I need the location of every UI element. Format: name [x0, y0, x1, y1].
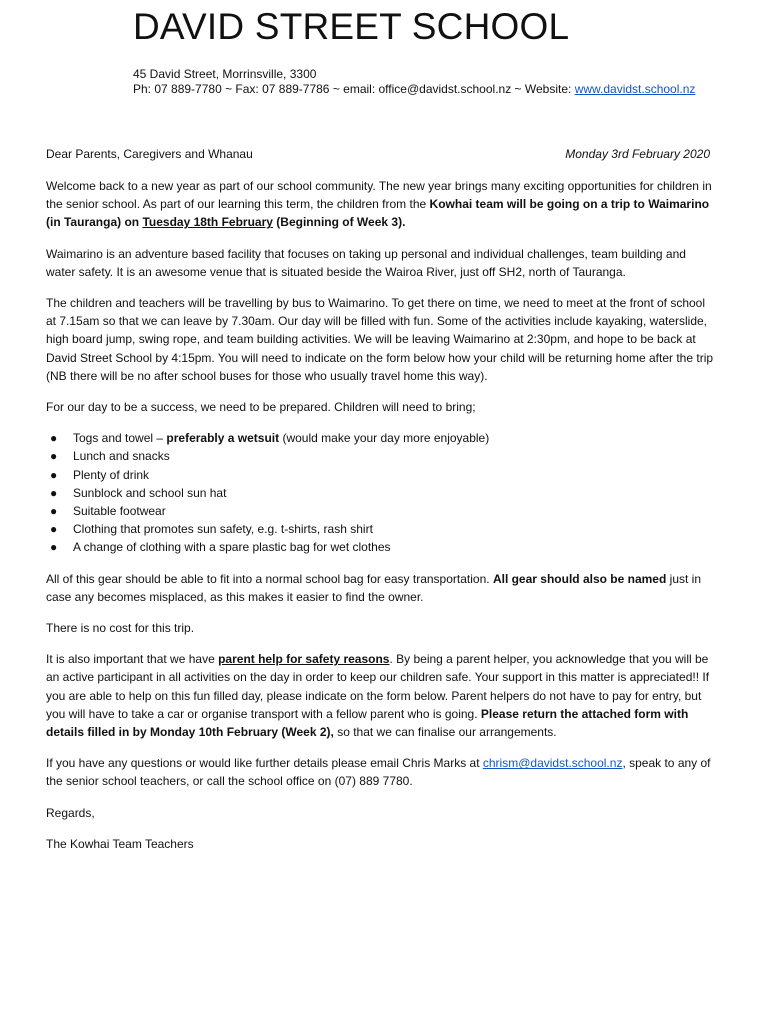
school-name: DAVID STREET SCHOOL	[133, 6, 570, 47]
list-item	[46, 466, 718, 484]
closing: Regards,	[46, 805, 95, 820]
list-item-text: Plenty of drink	[73, 467, 150, 482]
paragraph-contact	[46, 754, 718, 790]
paragraph-cost: There is no cost for this trip.	[46, 621, 195, 636]
bullet-icon: ●	[50, 504, 58, 519]
paragraph-parent-help	[46, 650, 718, 741]
bullet-icon: ●	[50, 449, 58, 464]
intro-text: Welcome back to a new year as part of our school community. The new year brings many exciting opportunities for children in the senior school. As part of our learning this term, the children from the	[46, 179, 712, 212]
bullet-icon: ●	[50, 540, 58, 555]
list-item	[46, 538, 718, 556]
paragraph-venue: Waimarino is an adventure based facility that focuses on taking up personal and individual challenges, team building and water safety. It is an awesome venue that is situated beside the Wairoa River, just off SH2, north of Tauranga.	[46, 246, 686, 279]
list-item-text: A change of clothing with a spare plastic bag for wet clothes	[73, 540, 391, 555]
contact-text: If you have any questions or would like further details please email Chris Marks at	[46, 756, 483, 771]
website-link[interactable]: www.davidst.school.nz	[574, 82, 696, 96]
school-address: 45 David Street, Morrinsville, 3300	[133, 67, 317, 81]
paragraph-intro	[46, 177, 718, 232]
contact-details: Ph: 07 889-7780 ~ Fax: 07 889-7786 ~ email: office@davidst.school.nz ~ Website:	[133, 82, 575, 96]
list-item-text: Sunblock and school sun hat	[73, 485, 227, 500]
list-item	[46, 429, 718, 447]
list-item	[46, 502, 718, 520]
letter-body	[46, 177, 718, 866]
bullet-icon: ●	[50, 485, 58, 500]
parent-help-text: It is also important that we have	[46, 652, 219, 667]
gear-text: All of this gear should be able to fit into a normal school bag for easy transportation.	[46, 571, 493, 586]
parent-help-bold: parent help for safety reasons	[218, 652, 390, 667]
list-item-text: Suitable footwear	[73, 504, 166, 519]
list-item-bold: preferably a wetsuit	[166, 431, 280, 446]
intro-bold-text: Kowhai team will be going on a trip to Waimarino (in Tauranga) on	[46, 197, 710, 230]
trip-week: (Beginning of Week 3).	[272, 215, 406, 230]
email-link[interactable]: chrism@davidst.school.nz	[482, 756, 623, 771]
bullet-icon: ●	[50, 522, 58, 537]
paragraph-gear	[46, 570, 718, 606]
list-item-text: Togs and towel –	[73, 431, 167, 446]
paragraph-bring-intro: For our day to be a success, we need to be prepared. Children will need to bring;	[46, 400, 476, 415]
parent-help-text-mid: . By being a parent helper, you acknowledge that you will be an active participant in all activities on the day in order to keep our children safe. Your support in this matter is appreciated!! If you are able to help on this fun filled day, please indicate on the form below. Parent helpers do not have to pay for entry, but you will have to take a car or organise transport with a fellow parent who is going.	[46, 652, 710, 721]
letter-date: Monday 3rd February 2020	[565, 147, 710, 161]
list-item	[46, 484, 718, 502]
bring-list	[46, 429, 718, 556]
paragraph-schedule: The children and teachers will be travelling by bus to Waimarino. To get there on time, we need to meet at the front of school at 7.15am so that we can leave by 7.30am. Our day will be filled with fun. Some of the activities include kayaking, waterslide, high board jump, swing rope, and team building activities. We will be leaving Waimarino at 2:30pm, and hope to be back at David Street School by 4:15pm. You will need to indicate on the form below how your child will be returning home after the trip (NB there will be no after school buses for those who usually travel home this way).	[46, 296, 714, 383]
gear-text-end: just in case any becomes misplaced, as this makes it easier to find the owner.	[46, 571, 701, 604]
school-contact	[133, 82, 695, 97]
contact-text-end: , speak to any of the senior school teachers, or call the school office on (07) 889 7780.	[46, 756, 711, 789]
salutation: Dear Parents, Caregivers and Whanau	[46, 147, 253, 161]
parent-help-text-end: so that we can finalise our arrangements.	[333, 725, 557, 740]
list-item-text: (would make your day more enjoyable)	[279, 431, 490, 446]
bullet-icon: ●	[50, 431, 58, 446]
list-item	[46, 520, 718, 538]
gear-bold-text: All gear should also be named	[492, 571, 667, 586]
trip-date: Tuesday 18th February	[142, 215, 273, 230]
return-form-deadline: Please return the attached form with details filled in by Monday 10th February (Week 2),	[46, 706, 689, 740]
list-item-text: Lunch and snacks	[73, 449, 170, 464]
list-item-text: Clothing that promotes sun safety, e.g. t-shirts, rash shirt	[73, 522, 373, 537]
signature: The Kowhai Team Teachers	[46, 836, 194, 851]
list-item	[46, 447, 718, 465]
bullet-icon: ●	[50, 467, 58, 482]
